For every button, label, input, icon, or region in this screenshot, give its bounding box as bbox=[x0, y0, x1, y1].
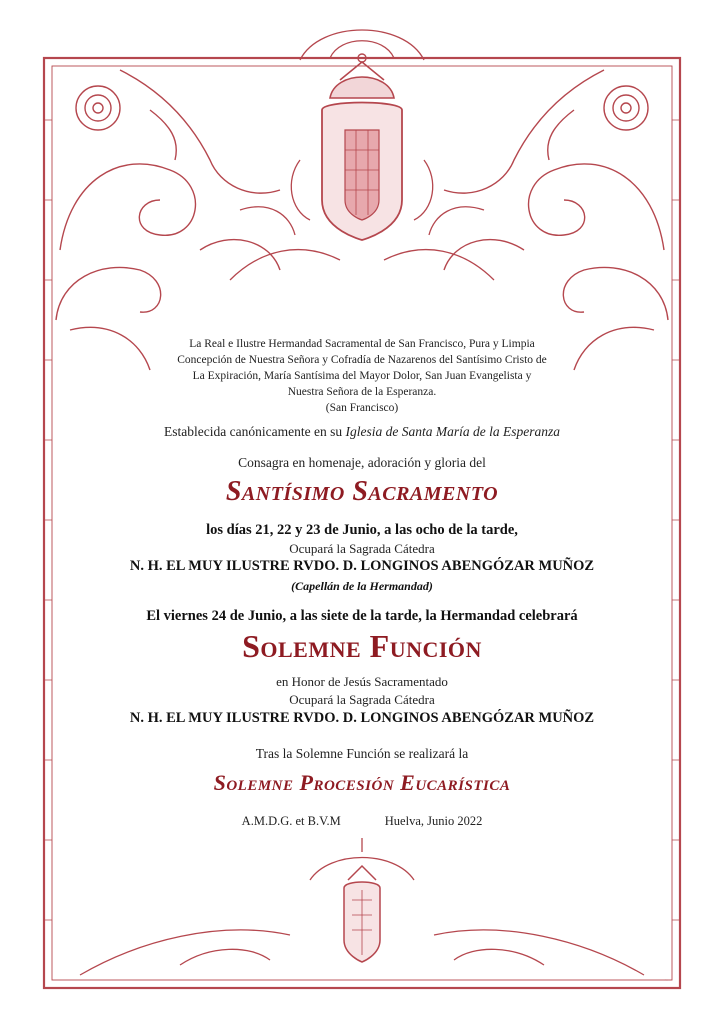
consecration-line: Consagra en homenaje, adoración y gloria del bbox=[238, 455, 486, 470]
brotherhood-line-1: La Real e Ilustre Hermandad Sacramental de San Francisco, Pura y Limpia bbox=[189, 338, 535, 350]
preacher-1: N. H. EL MUY ILUSTRE RVDO. D. LONGINOS ABENGÓZAR MUÑOZ bbox=[129, 558, 595, 574]
honor-line: en Honor de Jesús Sacramentado bbox=[276, 674, 448, 689]
preacher-2: N. H. EL MUY ILUSTRE RVDO. D. LONGINOS ABENGÓZAR MUÑOZ bbox=[129, 710, 595, 726]
title-santisimo-sacramento: Santísimo Sacramento bbox=[225, 476, 499, 507]
footer-line bbox=[0, 810, 724, 829]
church-name: Iglesia de Santa María de la Esperanza bbox=[345, 424, 560, 439]
friday-line: El viernes 24 de Junio, a las siete de la tarde, la Hermandad celebrará bbox=[146, 608, 578, 624]
footer-motto: A.M.D.G. et B.V.M bbox=[241, 814, 341, 828]
chair-line-2: Ocupará la Sagrada Cátedra bbox=[289, 692, 435, 707]
scroll-top-right bbox=[444, 70, 668, 370]
coat-of-arms-top bbox=[291, 54, 432, 240]
artist-signature: ~ bbox=[664, 978, 668, 984]
established-prefix: Establecida canónicamente en su bbox=[164, 424, 346, 439]
chair-line-1: Ocupará la Sagrada Cátedra bbox=[289, 541, 435, 556]
title-solemne-funcion: Solemne Función bbox=[242, 628, 482, 664]
parish-name: (San Francisco) bbox=[325, 402, 399, 414]
brotherhood-line-4: Nuestra Señora de la Esperanza. bbox=[287, 386, 437, 398]
brotherhood-line-2: Concepción de Nuestra Señora y Cofradía de Nazarenos del Santísimo Cristo de bbox=[177, 354, 547, 366]
footer-place-date: Huelva, Junio 2022 bbox=[384, 814, 483, 828]
established-line bbox=[0, 424, 724, 440]
days-line: los días 21, 22 y 23 de Junio, a las ocho de la tarde, bbox=[206, 522, 518, 538]
title-procesion-eucaristica: Solemne Procesión Eucarística bbox=[213, 770, 511, 795]
chaplain-note: (Capellán de la Hermandad) bbox=[291, 579, 433, 593]
coat-of-arms-bottom bbox=[344, 866, 380, 962]
scroll-top-left bbox=[56, 70, 280, 370]
after-function-line: Tras la Solemne Función se realizará la bbox=[255, 746, 469, 761]
brotherhood-line-3: La Expiración, María Santísima del Mayor Dolor, San Juan Evangelista y bbox=[192, 370, 532, 382]
